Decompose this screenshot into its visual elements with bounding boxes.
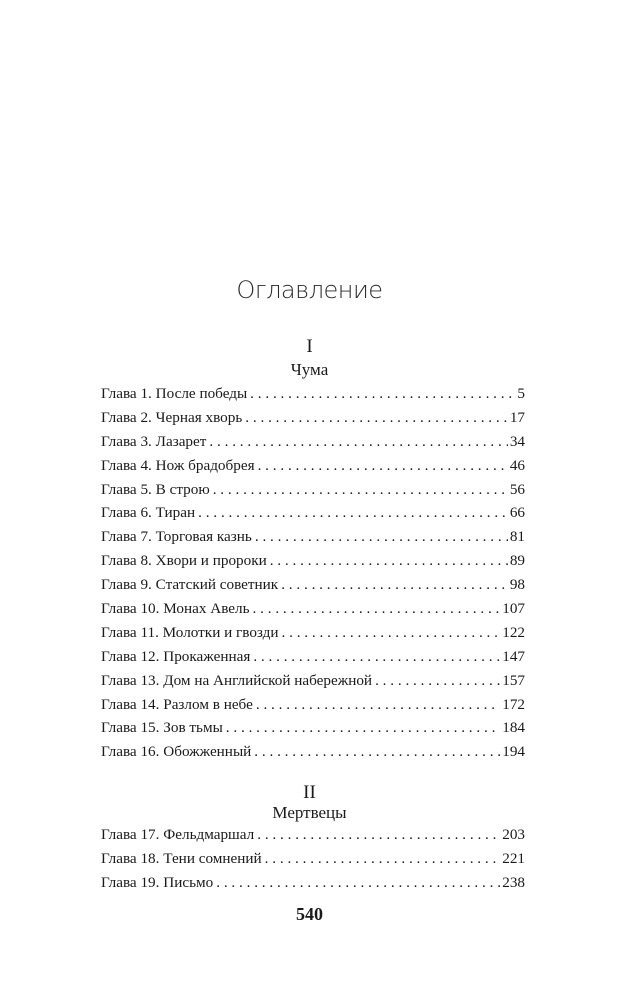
chapter-page: 107	[502, 600, 525, 618]
dot-leader	[226, 719, 500, 737]
dot-leader	[265, 850, 501, 868]
chapter-label: Глава 9. Статский советник	[101, 576, 279, 594]
dot-leader	[250, 385, 515, 403]
chapter-label: Глава 1. После победы	[101, 385, 248, 402]
dot-leader	[209, 433, 507, 451]
dot-leader	[198, 504, 508, 522]
chapter-page: 194	[502, 743, 525, 761]
chapter-list	[101, 826, 525, 898]
chapter-page: 184	[502, 719, 525, 737]
dot-leader	[213, 481, 508, 499]
chapter-label: Глава 5. В строю	[101, 480, 210, 498]
dot-leader	[255, 528, 508, 546]
chapter-page: 122	[502, 623, 525, 641]
page-number: 540	[296, 904, 323, 924]
dot-leader	[270, 552, 508, 570]
chapter-entry[interactable]	[101, 600, 525, 624]
chapter-page: 5	[517, 385, 525, 402]
chapter-page: 147	[502, 647, 525, 665]
chapter-page: 157	[502, 671, 525, 689]
chapter-label: Глава 14. Разлом в небе	[101, 695, 253, 713]
dot-leader	[281, 576, 508, 594]
chapter-entry[interactable]	[101, 648, 525, 672]
dot-leader	[258, 457, 508, 475]
chapter-label: Глава 8. Хвори и пророки	[101, 552, 267, 570]
part-name: Мертвецы	[272, 803, 347, 822]
toc-title: Оглавление	[236, 276, 383, 304]
part-number: I	[306, 336, 313, 357]
chapter-entry[interactable]	[101, 624, 525, 648]
chapter-entry[interactable]	[101, 672, 525, 696]
chapter-entry[interactable]	[101, 874, 525, 898]
chapter-label: Глава 10. Монах Авель	[101, 600, 250, 618]
chapter-entry[interactable]	[101, 409, 525, 433]
chapter-label: Глава 4. Нож брадобрея	[101, 456, 255, 474]
chapter-page: 81	[509, 528, 525, 546]
chapter-entry[interactable]	[101, 576, 525, 600]
chapter-label: Глава 18. Тени сомнений	[101, 849, 262, 867]
chapter-page: 221	[502, 849, 525, 867]
chapter-entry[interactable]	[101, 719, 525, 743]
chapter-entry[interactable]	[101, 743, 525, 767]
chapter-entry[interactable]	[101, 457, 525, 481]
chapter-page: 89	[509, 552, 525, 570]
chapter-page: 66	[509, 504, 525, 522]
chapter-page: 34	[509, 432, 525, 450]
chapter-label: Глава 17. Фельдмаршал	[101, 826, 255, 843]
chapter-entry[interactable]	[101, 481, 525, 505]
dot-leader	[256, 696, 500, 714]
chapter-label: Глава 13. Дом на Английской набережной	[101, 671, 373, 689]
part-name: Чума	[290, 360, 329, 379]
dot-leader	[216, 874, 500, 892]
chapter-label: Глава 15. Зов тьмы	[101, 719, 223, 737]
part-number: II	[303, 782, 316, 803]
chapter-page: 203	[502, 826, 525, 843]
dot-leader	[245, 409, 508, 427]
dot-leader	[375, 672, 500, 690]
chapter-label: Глава 2. Черная хворь	[101, 408, 243, 426]
chapter-list	[101, 385, 525, 767]
chapter-entry[interactable]	[101, 826, 525, 850]
chapter-label: Глава 11. Молотки и гвозди	[101, 623, 279, 641]
chapter-label: Глава 6. Тиран	[101, 504, 196, 522]
chapter-entry[interactable]	[101, 696, 525, 720]
dot-leader	[253, 648, 500, 666]
chapter-label: Глава 12. Прокаженная	[101, 647, 251, 665]
chapter-entry[interactable]	[101, 552, 525, 576]
chapter-entry[interactable]	[101, 385, 525, 409]
chapter-entry[interactable]	[101, 528, 525, 552]
chapter-entry[interactable]	[101, 504, 525, 528]
chapter-page: 56	[509, 480, 525, 498]
chapter-page: 238	[502, 873, 525, 891]
chapter-page: 172	[502, 695, 525, 713]
chapter-label: Глава 7. Торговая казнь	[101, 528, 252, 546]
chapter-label: Глава 16. Обожженный	[101, 743, 252, 761]
chapter-page: 17	[509, 408, 525, 426]
dot-leader	[254, 743, 500, 761]
dot-leader	[257, 826, 500, 844]
dot-leader	[253, 600, 501, 618]
chapter-entry[interactable]	[101, 850, 525, 874]
chapter-page: 46	[509, 456, 525, 474]
chapter-entry[interactable]	[101, 433, 525, 457]
chapter-label: Глава 3. Лазарет	[101, 432, 207, 450]
dot-leader	[282, 624, 501, 642]
chapter-page: 98	[509, 576, 525, 594]
chapter-label: Глава 19. Письмо	[101, 873, 214, 891]
